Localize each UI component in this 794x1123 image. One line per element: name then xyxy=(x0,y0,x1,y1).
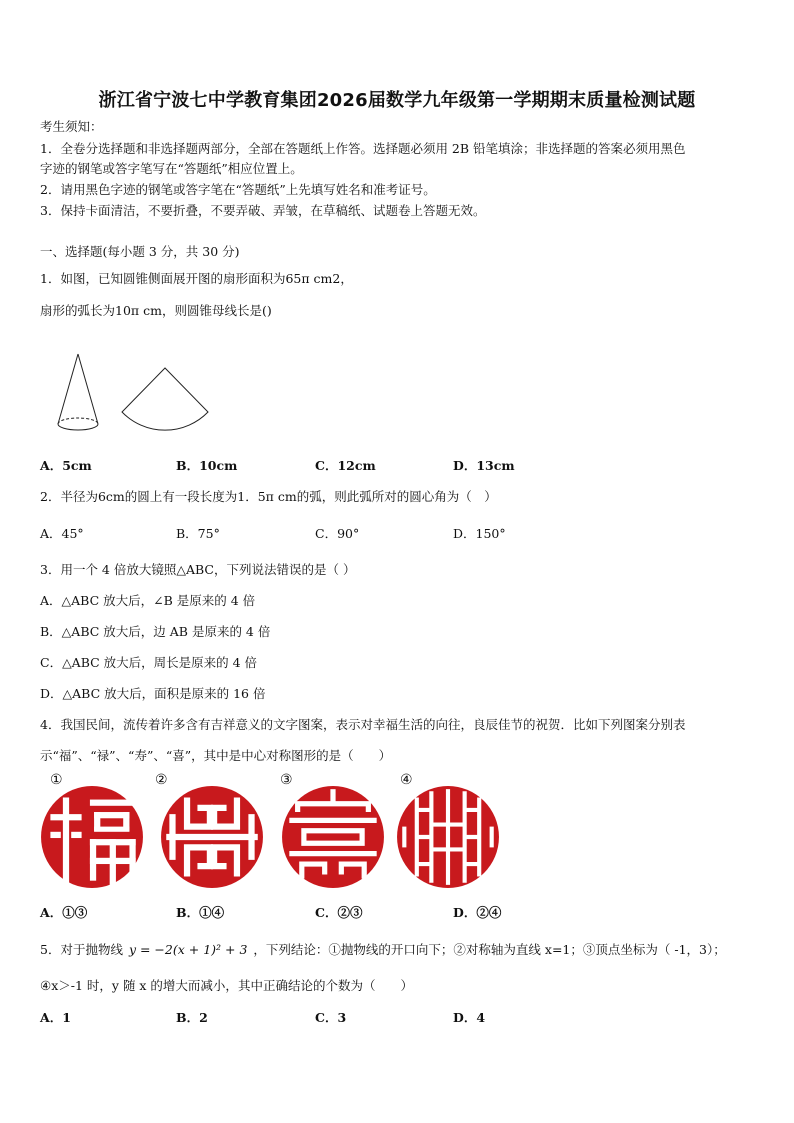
q2-option-d[interactable]: D．150° xyxy=(453,526,506,541)
q1-option-a[interactable]: A．5cm xyxy=(40,458,92,473)
notice-item: 2．请用黑色字迹的钢笔或答字笔在“答题纸”上先填写姓名和准考证号。 xyxy=(40,182,436,197)
q3-option-a[interactable]: A．△ABC 放大后，∠B 是原来的 4 倍 xyxy=(40,593,256,608)
q3-stem: 3．用一个 4 倍放大镜照△ABC，下列说法错误的是（ ） xyxy=(40,562,356,577)
figure-label-2: ② xyxy=(155,772,168,788)
q5-suffix: ，下列结论：①抛物线的开口向下；②对称轴为直线 x=1；③顶点坐标为（ -1，3）； xyxy=(253,942,726,957)
q2-option-c[interactable]: C．90° xyxy=(315,526,360,541)
q2-stem: 2．半径为6cm的圆上有一段长度为1．5π cm的弧，则此弧所对的圆心角为（ ） xyxy=(40,489,497,504)
q5-option-c[interactable]: C．3 xyxy=(315,1010,347,1025)
q4-stem-line1: 4．我国民间，流传着许多含有吉祥意义的文字图案，表示对幸福生活的向往，良辰佳节的祝贺．比如下列图案分别表 xyxy=(40,717,686,732)
notice-item: 3．保持卡面清洁，不要折叠，不要弄破、弄皱，在草稿纸、试题卷上答题无效。 xyxy=(40,203,486,218)
q5-option-a[interactable]: A．1 xyxy=(40,1010,71,1025)
page-title: 浙江省宁波七中学教育集团2026届数学九年级第一学期期末质量检测试题 xyxy=(98,90,696,111)
q1-option-d[interactable]: D．13cm xyxy=(453,458,515,473)
figure-label-3: ③ xyxy=(280,772,293,788)
figure-label-4: ④ xyxy=(400,772,413,788)
q5-prefix: 5．对于抛物线 xyxy=(40,942,123,957)
notice-item: 1．全卷分选择题和非选择题两部分，全部在答题纸上作答。选择题必须用 2B 铅笔填涂；非选择题的答案必须用黑色 xyxy=(40,141,686,156)
fu-symbol-icon xyxy=(40,785,144,889)
figure-label-1: ① xyxy=(50,772,63,788)
q2-option-a[interactable]: A．45° xyxy=(40,526,84,541)
q5-stem-line1 xyxy=(40,941,726,959)
q1-stem-line2: 扇形的弧长为10π cm，则圆锥母线长是() xyxy=(40,303,272,318)
shou-symbol-icon xyxy=(281,785,385,889)
q4-option-b[interactable]: B．①④ xyxy=(176,905,225,920)
q5-option-b[interactable]: B．2 xyxy=(176,1010,208,1025)
notice-item: 字迹的钢笔或答字笔写在“答题纸”相应位置上。 xyxy=(40,161,303,176)
q1-stem-line1: 1．如图，已知圆锥侧面展开图的扇形面积为65π cm2， xyxy=(40,271,353,286)
q4-stem-line2: 示“福”、“禄”、“寿”、“喜”，其中是中心对称图形的是（ ） xyxy=(40,748,392,763)
section-heading: 一、选择题(每小题 3 分，共 30 分) xyxy=(40,244,240,259)
notice-heading: 考生须知： xyxy=(40,119,103,134)
cone-figure xyxy=(54,352,106,438)
q1-option-b[interactable]: B．10cm xyxy=(176,458,238,473)
sector-figure xyxy=(120,366,210,440)
q3-option-c[interactable]: C．△ABC 放大后，周长是原来的 4 倍 xyxy=(40,655,258,670)
q1-option-c[interactable]: C．12cm xyxy=(315,458,376,473)
q3-option-d[interactable]: D．△ABC 放大后，面积是原来的 16 倍 xyxy=(40,686,266,701)
q4-option-d[interactable]: D．②④ xyxy=(453,905,502,920)
q4-option-a[interactable]: A．①③ xyxy=(40,905,88,920)
q5-stem-line2: ④x＞-1 时，y 随 x 的增大而减小，其中正确结论的个数为（ ） xyxy=(40,978,413,993)
q2-option-b[interactable]: B．75° xyxy=(176,526,220,541)
q5-option-d[interactable]: D．4 xyxy=(453,1010,486,1025)
q5-formula: y = −2(x + 1)² + 3 xyxy=(128,942,248,957)
q4-option-c[interactable]: C．②③ xyxy=(315,905,363,920)
lu-symbol-icon xyxy=(160,785,264,889)
xi-symbol-icon xyxy=(396,785,500,889)
q3-option-b[interactable]: B．△ABC 放大后，边 AB 是原来的 4 倍 xyxy=(40,624,271,639)
